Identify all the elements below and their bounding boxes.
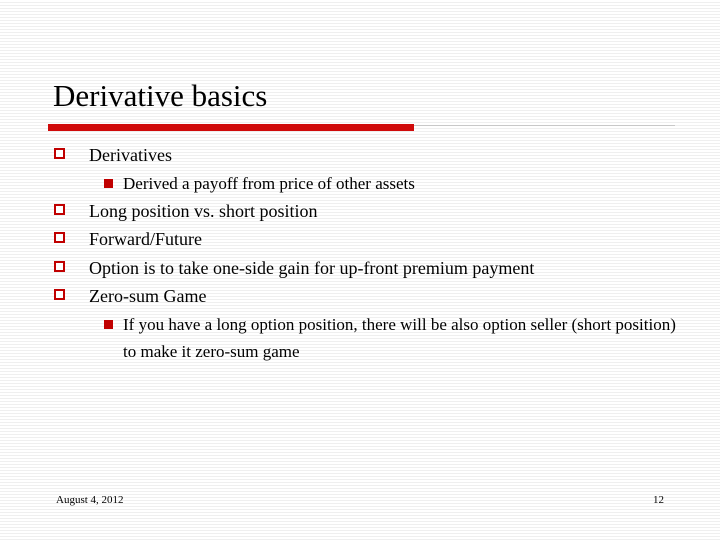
- list-item-text: Zero-sum Game: [89, 286, 207, 306]
- title-underline-accent: [48, 124, 414, 131]
- list-item: [54, 225, 694, 254]
- list-subitem-text: If you have a long option position, there will be also option seller (short position) to make it zero-sum game: [123, 314, 676, 361]
- list-item: [54, 197, 694, 226]
- list-item-text: Option is to take one-side gain for up-front premium payment: [89, 257, 535, 278]
- filled-square-bullet-icon: [104, 320, 113, 329]
- list-item: [54, 282, 694, 311]
- hollow-square-bullet-icon: [54, 289, 65, 300]
- slide-title: Derivative basics: [53, 78, 268, 113]
- list-item-text: Long position vs. short position: [89, 200, 318, 221]
- list-item-text: Forward/Future: [89, 229, 202, 249]
- list-item: [54, 141, 694, 170]
- hollow-square-bullet-icon: [54, 204, 65, 215]
- bullet-list: [54, 141, 694, 365]
- footer-page-number: 12: [653, 494, 664, 506]
- hollow-square-bullet-icon: [54, 232, 65, 243]
- footer-date: August 4, 2012: [56, 494, 124, 506]
- hollow-square-bullet-icon: [54, 261, 65, 272]
- list-item-text: Derivatives: [89, 145, 172, 165]
- filled-square-bullet-icon: [104, 179, 113, 188]
- list-item: [54, 254, 694, 283]
- list-subitem-text: Derived a payoff from price of other assets: [123, 173, 415, 193]
- hollow-square-bullet-icon: [54, 148, 65, 159]
- list-subitem: [54, 311, 693, 365]
- list-subitem: [54, 170, 694, 197]
